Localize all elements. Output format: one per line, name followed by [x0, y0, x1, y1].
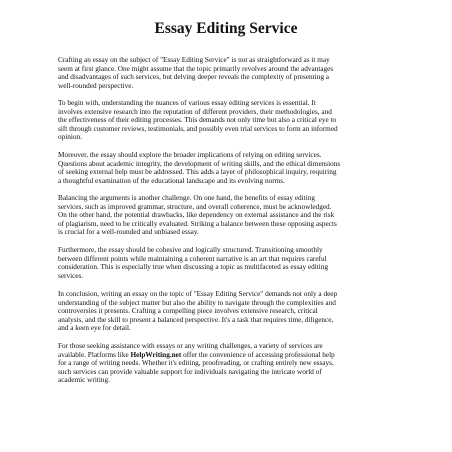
text-line: involves extensive research into the reputation of different providers, their methodologies, and [58, 107, 332, 116]
paragraph-services [58, 342, 394, 385]
text-line: academic writing. [58, 376, 110, 385]
text-line: Balancing the arguments is another challenge. On one hand, the benefits of essay editing [58, 194, 315, 202]
text-line: In conclusion, writing an essay on the topic of "Essay Editing Service" demands not only a deep [58, 290, 338, 298]
text-line: sift through customer reviews, testimonials, and possibly even trial services to form an informed [58, 124, 338, 133]
text-line: such services can provide valuable support for individuals navigating the intricate world of [58, 367, 322, 376]
text-line: for a range of writing needs. Whether it's editing, proofreading, or crafting entirely new essays, [58, 359, 334, 368]
text-segment: offer the convenience of accessing professional help [181, 350, 335, 359]
text-line: Crafting an essay on the subject of "Essay Editing Service" is not as straightforward as it may [58, 56, 330, 64]
text-line: On the other hand, the potential drawbacks, like dependency on external assistance and the risk [58, 211, 335, 220]
paragraph-intro [58, 56, 394, 90]
text-segment: available. Platforms like [58, 350, 131, 359]
text-line: understanding of the subject matter but also the ability to navigate through the complexities and [58, 298, 336, 307]
text-line: For those seeking assistance with essays or any writing challenges, a variety of services are [58, 342, 323, 350]
paragraph-structure [58, 246, 394, 280]
text-line: consideration. This is especially true when discussing a topic as multifaceted as essay editing [58, 263, 329, 272]
text-line: a thoughtful examination of the educational landscape and its evolving norms. [58, 176, 285, 185]
document-page [58, 0, 394, 452]
paragraph-implications [58, 151, 394, 185]
text-line: analysis, and the skill to present a balanced perspective. It's a task that requires time, diligence, [58, 315, 334, 324]
text-line: is crucial for a well-rounded and unbiased essay. [58, 228, 199, 237]
helpwriting-link[interactable]: HelpWriting.net [130, 350, 182, 359]
text-line: well-rounded perspective. [58, 81, 134, 90]
text-line: and a keen eye for detail. [58, 324, 131, 333]
text-line: of seeking external help must be addressed. This adds a layer of philosophical inquiry, requiring [58, 168, 337, 177]
text-line: Furthermore, the essay should be cohesive and logically structured. Transitioning smoothly [58, 246, 323, 254]
text-line: services, such as improved grammar, structure, and overall coherence, must be acknowledged. [58, 202, 332, 211]
paragraph-balancing [58, 194, 394, 237]
text-line: and disadvantages of such services, but delving deeper reveals the complexity of presenting a [58, 73, 329, 82]
text-line [58, 351, 394, 360]
text-line: of plagiarism, need to be critically evaluated. Striking a balance between these opposing aspects [58, 219, 337, 228]
text-line: Questions about academic integrity, the development of writing skills, and the ethical dimensions [58, 159, 341, 168]
paragraph-conclusion [58, 290, 394, 333]
text-line: seem at first glance. One might assume that the topic primarily revolves around the advantages [58, 64, 334, 73]
text-line: Moreover, the essay should explore the broader implications of relying on editing services. [58, 151, 322, 159]
document-title: Essay Editing Service [154, 20, 298, 37]
text-line: services. [58, 271, 84, 280]
text-line: controversies it presents. Crafting a compelling piece involves extensive research, critical [58, 307, 318, 316]
text-line: opinion. [58, 133, 82, 142]
paragraph-research [58, 99, 394, 142]
text-line: the effectiveness of their editing processes. This demands not only time but also a critical eye to [58, 116, 337, 125]
text-line: To begin with, understanding the nuances of various essay editing services is essential. It [58, 99, 316, 107]
text-line: between different points while maintaining a coherent narrative is an art that requires careful [58, 254, 327, 263]
